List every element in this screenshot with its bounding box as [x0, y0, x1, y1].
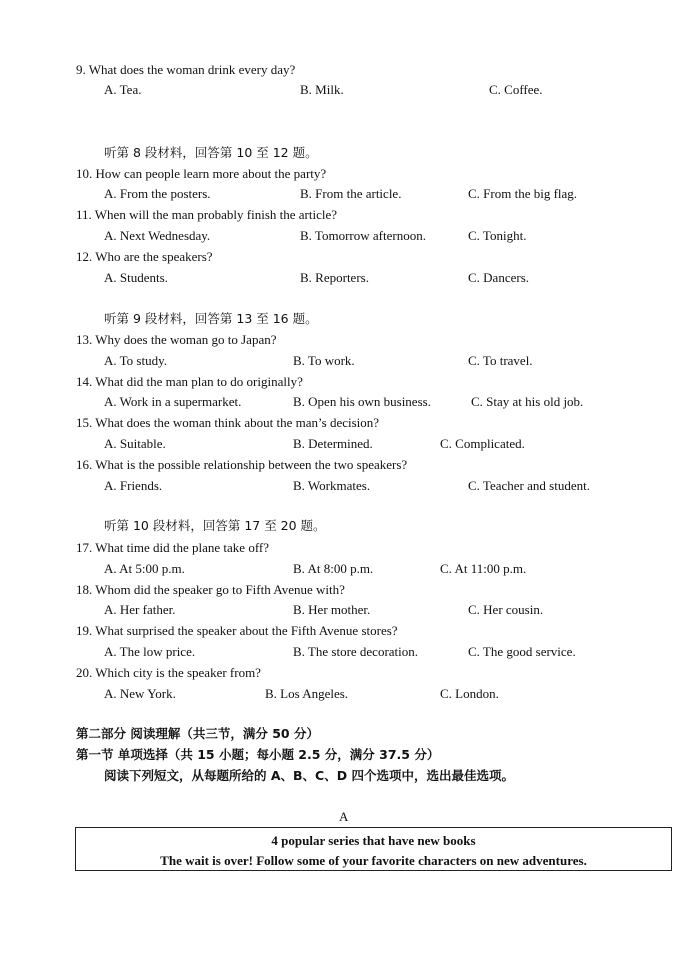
option-13c: C. To travel.	[468, 353, 533, 368]
option-11a: A. Next Wednesday.	[104, 228, 211, 243]
option-11b: B. Tomorrow afternoon.	[300, 228, 426, 243]
question-11: 11. When will the man probably finish the article?	[76, 207, 338, 222]
option-20c: C. London.	[440, 686, 499, 701]
material-9-instruction: 听第 9 段材料，回答第 13 至 16 题。	[104, 311, 318, 326]
question-10: 10. How can people learn more about the party?	[76, 166, 327, 181]
option-20a: A. New York.	[104, 686, 176, 701]
material-10-instruction: 听第 10 段材料，回答第 17 至 20 题。	[104, 518, 326, 533]
question-12: 12. Who are the speakers?	[76, 249, 213, 264]
option-17b: B. At 8:00 p.m.	[293, 561, 374, 576]
option-15c: C. Complicated.	[440, 436, 525, 451]
option-19b: B. The store decoration.	[293, 644, 419, 659]
material-8-instruction: 听第 8 段材料，回答第 10 至 12 题。	[104, 145, 318, 160]
option-9c: C. Coffee.	[489, 82, 543, 97]
option-19c: C. The good service.	[468, 644, 576, 659]
option-10a: A. From the posters.	[104, 186, 211, 201]
option-17a: A. At 5:00 p.m.	[104, 561, 185, 576]
passage-title: 4 popular series that have new books	[271, 833, 476, 848]
question-18: 18. Whom did the speaker go to Fifth Avenue with?	[76, 582, 345, 597]
option-13b: B. To work.	[293, 353, 355, 368]
option-13a: A. To study.	[104, 353, 168, 368]
question-13: 13. Why does the woman go to Japan?	[76, 332, 277, 347]
option-14c: C. Stay at his old job.	[471, 394, 584, 409]
option-14b: B. Open his own business.	[293, 394, 431, 409]
option-15b: B. Determined.	[293, 436, 373, 451]
option-10c: C. From the big flag.	[468, 186, 578, 201]
option-10b: B. From the article.	[300, 186, 402, 201]
option-16c: C. Teacher and student.	[468, 478, 590, 493]
option-15a: A. Suitable.	[104, 436, 166, 451]
question-15: 15. What does the woman think about the man’s decision?	[76, 415, 380, 430]
option-12b: B. Reporters.	[300, 270, 369, 285]
option-12a: A. Students.	[104, 270, 168, 285]
question-16: 16. What is the possible relationship between the two speakers?	[76, 457, 408, 472]
option-16a: A. Friends.	[104, 478, 163, 493]
question-19: 19. What surprised the speaker about the Fifth Avenue stores?	[76, 623, 398, 638]
part-2-title: 第二部分 阅读理解（共三节，满分 50 分）	[76, 726, 319, 741]
passage-header-box	[75, 827, 672, 871]
question-17: 17. What time did the plane take off?	[76, 540, 270, 555]
reading-instruction: 阅读下列短文，从每题所给的 A、B、C、D 四个选项中，选出最佳选项。	[104, 768, 514, 783]
option-12c: C. Dancers.	[468, 270, 530, 285]
option-20b: B. Los Angeles.	[265, 686, 349, 701]
option-14a: A. Work in a supermarket.	[104, 394, 242, 409]
option-18c: C. Her cousin.	[468, 602, 544, 617]
section-1-title: 第一节 单项选择（共 15 小题；每小题 2.5 分，满分 37.5 分）	[76, 747, 440, 762]
option-17c: C. At 11:00 p.m.	[440, 561, 527, 576]
passage-subtitle: The wait is over! Follow some of your favorite characters on new adventures.	[160, 853, 587, 868]
passage-label: A	[339, 809, 349, 824]
option-18b: B. Her mother.	[293, 602, 371, 617]
option-16b: B. Workmates.	[293, 478, 371, 493]
question-20: 20. Which city is the speaker from?	[76, 665, 261, 680]
question-14: 14. What did the man plan to do originally?	[76, 374, 303, 389]
question-9: 9. What does the woman drink every day?	[76, 62, 296, 77]
option-19a: A. The low price.	[104, 644, 196, 659]
option-9b: B. Milk.	[300, 82, 344, 97]
option-18a: A. Her father.	[104, 602, 176, 617]
option-9a: A. Tea.	[104, 82, 142, 97]
option-11c: C. Tonight.	[468, 228, 527, 243]
